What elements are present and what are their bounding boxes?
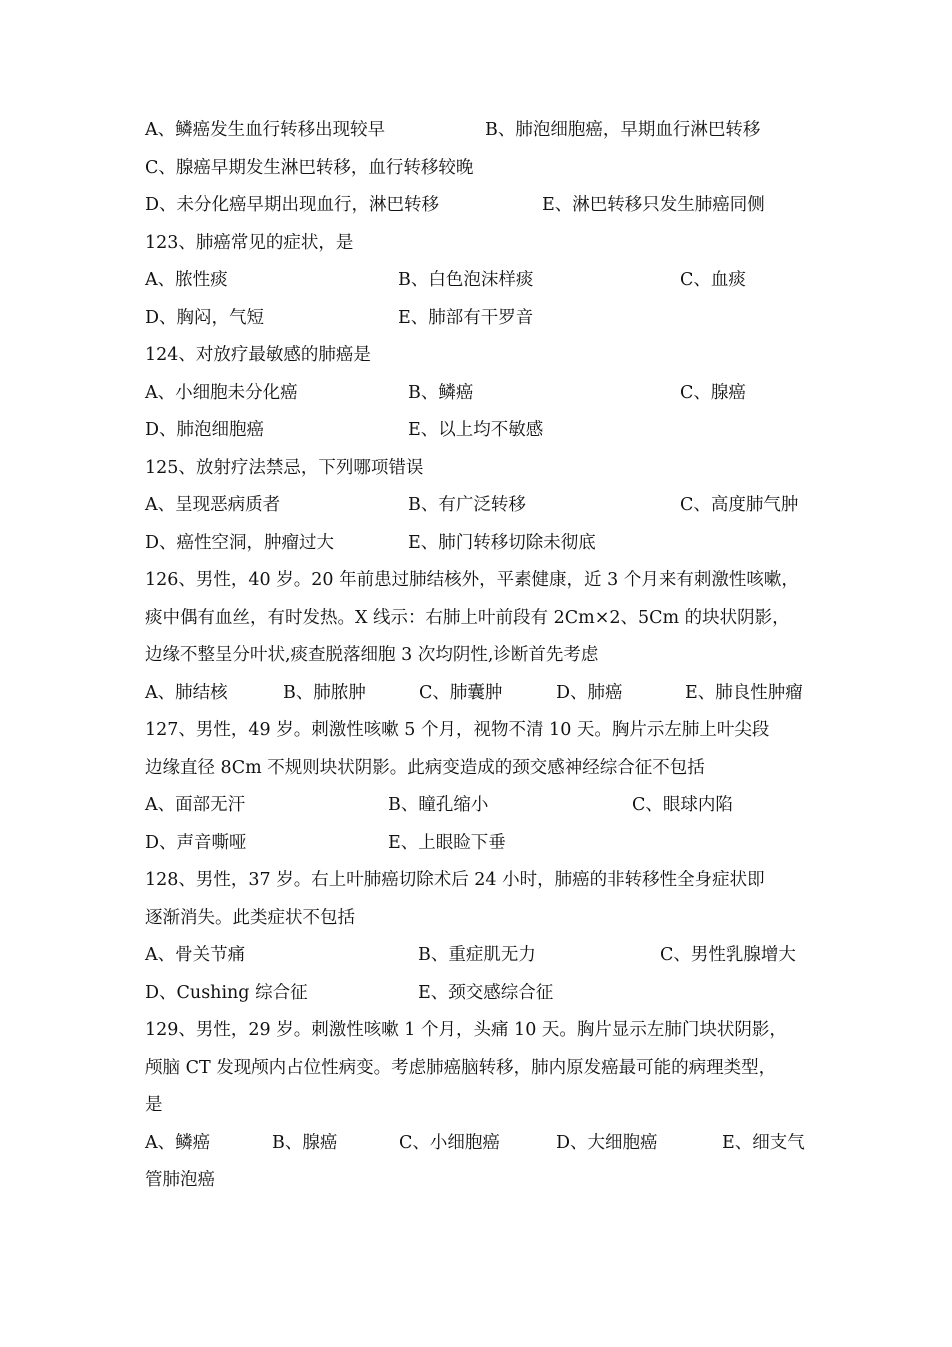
line-text: 痰中偶有血丝，有时发热。X 线示：右肺上叶前段有 2Cm×2、5Cm 的块状阴影， (145, 608, 790, 628)
option-text: A、鳞癌 (145, 1133, 211, 1153)
text-line (0, 753, 952, 783)
option-text: B、重症肌无力 (418, 945, 536, 965)
text-line (0, 115, 952, 145)
option-text: E、上眼睑下垂 (388, 833, 506, 853)
option-text: D、肺癌 (556, 683, 623, 703)
option-text: E、肺部有干罗音 (398, 308, 534, 328)
option-text: D、大细胞癌 (556, 1133, 658, 1153)
option-text: A、脓性痰 (145, 270, 228, 290)
option-text: C、男性乳腺增大 (660, 945, 796, 965)
line-text: 128、男性，37 岁。右上叶肺癌切除术后 24 小时，肺癌的非转移性全身症状即 (145, 870, 765, 890)
text-line (0, 340, 952, 370)
line-text: 124、对放疗最敏感的肺癌是 (145, 345, 371, 365)
text-line (0, 978, 952, 1008)
option-text: A、鳞癌发生血行转移出现较早 (145, 120, 386, 140)
option-text: E、细支气 (722, 1133, 805, 1153)
text-line (0, 228, 952, 258)
text-line (0, 153, 952, 183)
line-text: 边缘直径 8Cm 不规则块状阴影。此病变造成的颈交感神经综合征不包括 (145, 758, 705, 778)
option-text: C、眼球内陷 (632, 795, 733, 815)
text-line (0, 1165, 952, 1195)
text-line (0, 565, 952, 595)
option-text: D、肺泡细胞癌 (145, 420, 265, 440)
text-line (0, 828, 952, 858)
line-text: 126、男性，40 岁。20 年前患过肺结核外，平素健康，近 3 个月来有刺激性咳嗽， (145, 570, 799, 590)
text-line (0, 265, 952, 295)
line-text: 颅脑 CT 发现颅内占位性病变。考虑肺癌脑转移，肺内原发癌最可能的病理类型， (145, 1058, 777, 1078)
line-text: 127、男性，49 岁。刺激性咳嗽 5 个月，视物不清 10 天。胸片示左肺上叶尖段 (145, 720, 770, 740)
option-text: B、腺癌 (272, 1133, 338, 1153)
option-text: A、肺结核 (145, 683, 228, 703)
text-line (0, 940, 952, 970)
option-text: B、有广泛转移 (408, 495, 526, 515)
option-text: D、Cushing 综合征 (145, 983, 308, 1003)
option-text: E、肺良性肿瘤 (685, 683, 803, 703)
text-line (0, 678, 952, 708)
text-line (0, 303, 952, 333)
text-line (0, 1128, 952, 1158)
option-text: D、胸闷，气短 (145, 308, 265, 328)
text-line (0, 865, 952, 895)
text-line (0, 640, 952, 670)
option-text: B、肺脓肿 (283, 683, 366, 703)
option-text: C、腺癌 (680, 383, 746, 403)
option-text: A、骨关节痛 (145, 945, 246, 965)
option-text: C、小细胞癌 (399, 1133, 500, 1153)
line-text: C、腺癌早期发生淋巴转移，血行转移较晚 (145, 158, 474, 178)
option-text: E、以上均不敏感 (408, 420, 544, 440)
option-text: B、肺泡细胞癌，早期血行淋巴转移 (485, 120, 761, 140)
line-text: 边缘不整呈分叶状,痰查脱落细胞 3 次均阴性,诊断首先考虑 (145, 645, 599, 665)
text-line (0, 528, 952, 558)
text-line (0, 378, 952, 408)
line-text: 逐渐消失。此类症状不包括 (145, 908, 355, 928)
line-text: 125、放射疗法禁忌，下列哪项错误 (145, 458, 424, 478)
text-line (0, 903, 952, 933)
option-text: A、面部无汗 (145, 795, 246, 815)
line-text: 是 (145, 1095, 163, 1115)
option-text: D、未分化癌早期出现血行，淋巴转移 (145, 195, 440, 215)
text-line (0, 453, 952, 483)
option-text: A、呈现恶病质者 (145, 495, 281, 515)
text-line (0, 1053, 952, 1083)
text-line (0, 603, 952, 633)
text-line (0, 1015, 952, 1045)
option-text: C、肺囊肿 (419, 683, 503, 703)
text-line (0, 190, 952, 220)
option-text: B、鳞癌 (408, 383, 474, 403)
line-text: 123、肺癌常见的症状，是 (145, 233, 354, 253)
option-text: E、肺门转移切除未彻底 (408, 533, 596, 553)
option-text: E、颈交感综合征 (418, 983, 554, 1003)
line-text: 129、男性，29 岁。刺激性咳嗽 1 个月，头痛 10 天。胸片显示左肺门块状阴影， (145, 1020, 787, 1040)
option-text: E、淋巴转移只发生肺癌同侧 (542, 195, 765, 215)
option-text: C、血痰 (680, 270, 746, 290)
option-text: D、癌性空洞，肿瘤过大 (145, 533, 335, 553)
option-text: C、高度肺气肿 (680, 495, 799, 515)
text-line (0, 1090, 952, 1120)
line-text: 管肺泡癌 (145, 1170, 215, 1190)
option-text: D、声音嘶哑 (145, 833, 247, 853)
text-line (0, 490, 952, 520)
text-line (0, 790, 952, 820)
option-text: B、瞳孔缩小 (388, 795, 489, 815)
text-line (0, 415, 952, 445)
option-text: B、白色泡沫样痰 (398, 270, 534, 290)
text-line (0, 715, 952, 745)
option-text: A、小细胞未分化癌 (145, 383, 298, 403)
